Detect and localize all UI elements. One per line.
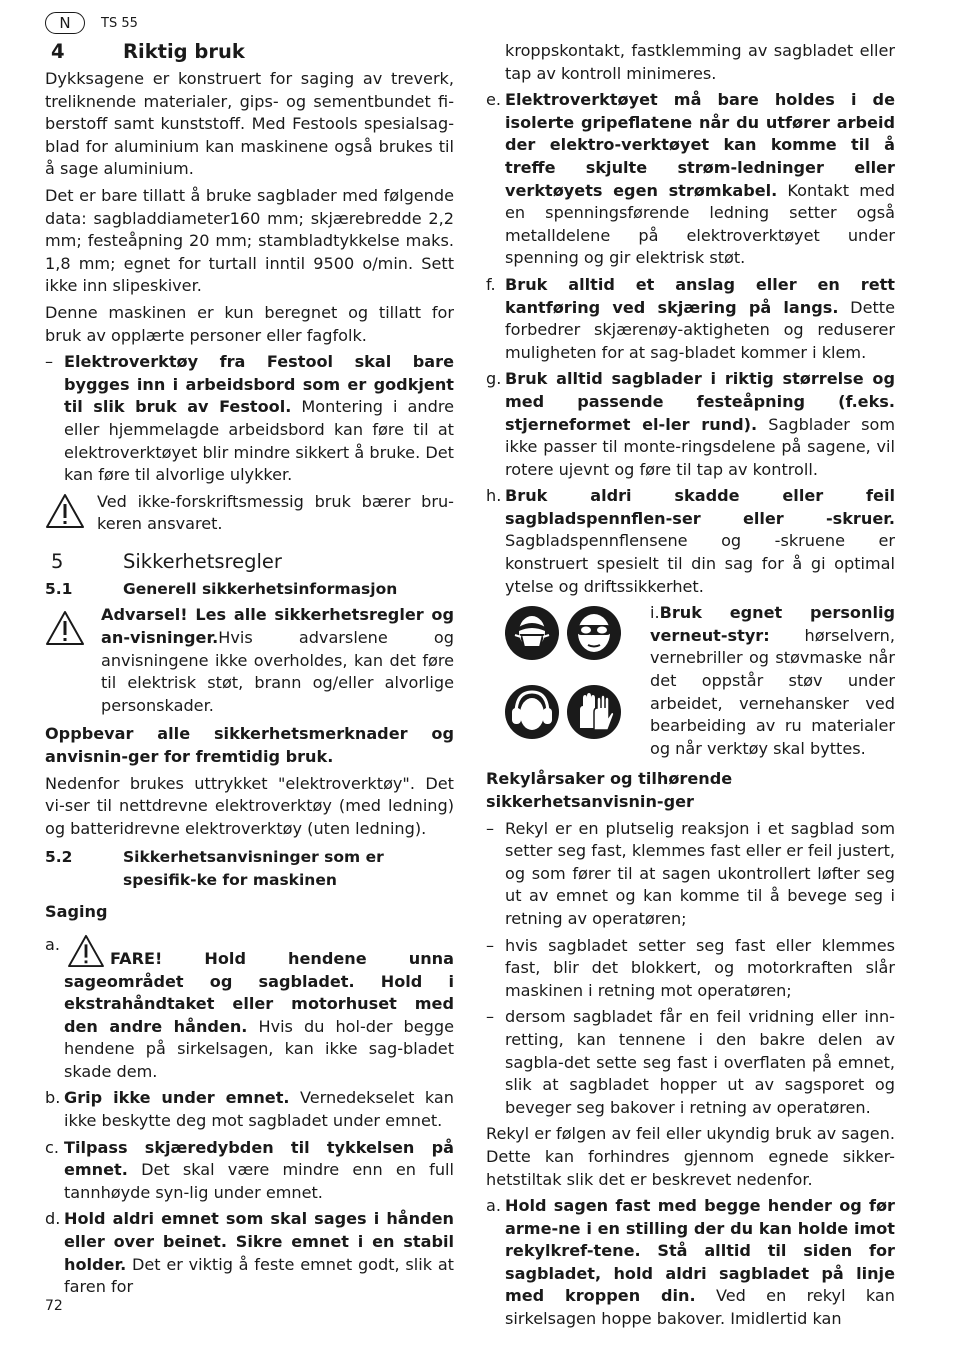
warning-note-text: Ved ikke-forskriftsmessig bruk bærer bru-keren ansvaret. (97, 491, 454, 534)
item-bold-text: Bruk alltid et anslag eller en rett kantføring ved skjæring på langs. (505, 274, 895, 317)
dust-mask-icon (504, 605, 560, 661)
section-title: Sikkerhetsregler (123, 549, 282, 573)
left-column (45, 40, 454, 1303)
saging-heading: Saging (45, 902, 108, 922)
item-bold-text: Tilpass skjæredybden til tykkelsen på emnet. (64, 1137, 454, 1180)
item-text: Det er viktig å feste emnet godt, slik at faren for (64, 1254, 454, 1297)
item-text: Sagblader som ikke passer til monte-ringsdelene på sagene, vil rotere ujevnt og føre til tap av kontroll. (505, 414, 895, 479)
bullet-text: dersom sagbladet får en feil vridning eller inn-retting, kan tennene i den bakre delen av sagbla-det sette seg fast i overflaten på emnet, slik at sagbladet hopper ut av sagsporet og beveger seg bakover i retning av operatøren. (505, 1007, 895, 1117)
item-bold-text: FARE! Hold hendene unna sageområdet og sagbladet. Hold i ekstrahåndtaket eller motorhuset med den andre hånden. (64, 948, 454, 1036)
kickback-heading: Rekylårsaker og tilhørende sikkerhetsanvisnin-ger (486, 769, 733, 811)
bullet-text: Montering i andre eller hjemmelagde arbeidsbord kan føre til at elektroverktøyet blir mindre sikkert å bruke. Det kan føre til alvorlige ulykker. (64, 397, 454, 485)
item-mark: a. (486, 1196, 501, 1216)
item-text: Dette forbedrer skjærenøy-aktigheten og reduserer muligheten for at sag-bladet kommer i klem. (505, 297, 896, 362)
list-item (486, 89, 895, 270)
item-bold-text: Bruk egnet personlig verneut-styr: (650, 603, 895, 645)
item-text: Vernedekselet kan ikke beskytte deg mot sagbladet under emnet. (64, 1088, 454, 1131)
item-bold-text: Hold aldri emnet som skal sages i hånden eller over beinet. Sikre emnet i en stabil holder. (64, 1209, 454, 1274)
subsection-number: 5.1 (45, 579, 73, 598)
general-warning (45, 604, 454, 717)
paragraph: Rekyl er følgen av feil eller ukyndig bruk av sagen. Dette kan forhindres gjennom egnede sikker-hetstiltak slik det er beskrevet nedenfor. (486, 1124, 895, 1189)
list-item (45, 1137, 454, 1205)
safety-glasses-icon (566, 605, 622, 661)
bullet-mark: – (486, 935, 495, 955)
paragraph: Denne maskinen er kun beregnet og tillatt for bruk av opplærte personer eller fagfolk. (45, 302, 454, 345)
item-bold-text: Bruk alltid sagblader i riktig størrelse og med passende festeåpning (f.eks. stjerneformet el-ler rund). (505, 369, 895, 434)
bullet-mark: – (486, 818, 495, 838)
warning-bold-text: Advarsel! Les alle sikkerhetsregler og an-visninger. (101, 605, 454, 647)
right-column (486, 40, 895, 1335)
continuation-text: kroppskontakt, fastklemming av sagbladet eller tap av kontroll minimeres. (505, 41, 895, 83)
bullet-mark: – (486, 1007, 495, 1027)
item-bold-text: Grip ikke under emnet. (64, 1088, 290, 1108)
keep-instructions-note: Oppbevar alle sikkerhetsmerknader og anvisnin-ger for fremtidig bruk. (45, 724, 454, 766)
ppe-item (486, 602, 895, 760)
list-item-continuation (486, 40, 895, 85)
list-item (486, 274, 895, 364)
section-5-1-heading (45, 578, 454, 601)
list-item (486, 368, 895, 481)
list-item (486, 485, 895, 598)
list-item (45, 934, 454, 1084)
bullet-text: hvis sagbladet setter seg fast eller klemmes fast, blir det blokkert, og motorkraften slår maskinen i retning mot operatøren; (505, 935, 895, 1000)
section-title: Riktig bruk (123, 40, 245, 63)
item-mark: f. (486, 274, 496, 294)
section-4-heading (45, 40, 454, 64)
item-mark: i. (650, 603, 660, 623)
item-text: Kontakt med en spenningsførende ledning setter også metalldelene på elektroverktøyet under spenning og gir elektrisk støt. (505, 180, 895, 268)
bullet-item (45, 351, 454, 487)
item-bold-text: Bruk aldri skadde eller feil sagbladspennflen-ser eller -skruer. (505, 486, 895, 528)
section-5-2-heading (45, 846, 454, 891)
item-mark: g. (486, 369, 502, 389)
section-5-heading (45, 550, 454, 574)
list-item (45, 1208, 454, 1298)
page-header (45, 12, 138, 34)
item-mark: d. (45, 1209, 61, 1229)
bullet-item (486, 935, 895, 1003)
section-number: 5 (51, 549, 64, 573)
item-bold-text: Hold sagen fast med begge hender og før arme-ne i en stilling der du kan holde imot rekylkref-tene. Stå alltid til siden for sagbladet, hold aldri sagbladet på linje med kroppen din. (505, 1196, 895, 1306)
bullet-bold-text: Elektroverktøy fra Festool skal bare bygges inn i arbeidsbord som er godkjent til slik bruk av Festool. (64, 352, 454, 417)
item-text: Hvis du hol-der begge hendene på sirkelsagen, kan ikke sag-bladet skade dem. (64, 1016, 454, 1081)
warning-triangle-icon (66, 934, 106, 968)
bullet-text: Rekyl er en plutselig reaksjon i et sagblad som setter seg fast, klemmes fast eller er feil justert, og som fører til at sagen ukontrollert løfter seg ut av emnet og kan komme til å bevege seg i retning av operatøren; (505, 818, 895, 928)
list-item (486, 1195, 895, 1331)
item-mark: h. (486, 486, 502, 506)
item-mark: b. (45, 1088, 61, 1108)
language-badge: N (45, 12, 85, 34)
item-mark: a. (45, 934, 60, 954)
item-text: Ved en rekyl kan sirkelsagen hoppe bakover. Imidlertid kan (505, 1286, 895, 1329)
warning-note (45, 491, 454, 536)
subsection-number: 5.2 (45, 848, 73, 867)
model-name: TS 55 (101, 15, 138, 31)
paragraph: Det er bare tillatt å bruke sagblader med følgende data: sagbladdiameter160 mm; skjærebredde 2,2 mm; festeåpning 20 mm; stambladtykkelse maks. 1,8 mm; egnet for turtall inntil 9500 o/min. Sett ikke inn slipeskiver. (45, 185, 454, 296)
paragraph: Dykksagene er konstruert for saging av treverk, treliknende materialer, gips- og sementbundet fi-berstoff samt kunststoff. Med Festools spesialsag-blad for aluminium kan maskinene også brukes til å sage aluminium. (45, 69, 454, 179)
item-mark: e. (486, 90, 502, 110)
bullet-mark: – (45, 352, 54, 372)
page-number: 72 (45, 1298, 63, 1314)
warning-triangle-icon (45, 610, 85, 646)
warning-text: Hvis advarslene og anvisningene ikke overholdes, kan det føre til elektrisk støt, brann og/eller alvorlige personskader. (101, 627, 454, 715)
section-number: 4 (51, 40, 65, 63)
warning-triangle-icon (45, 493, 85, 529)
bullet-item (486, 818, 895, 931)
item-bold-text: Elektroverktøyet må bare holdes i de isolerte gripeflatene når du utfører arbeid der elektro-verktøyet kan komme til å treffe skjulte strøm-ledninger eller verktøyets egen strømkabel. (505, 90, 895, 200)
bullet-item (486, 1006, 895, 1119)
subsection-title: Generell sikkerhetsinformasjon (123, 579, 398, 598)
list-item (45, 1087, 454, 1132)
item-text: hørselvern, vernebriller og støvmaske når det oppstår støv under arbeidet, vernehansker ved bearbeiding av ru materialer og når verktøy skal byttes. (650, 625, 895, 758)
item-mark: c. (45, 1137, 59, 1157)
ppe-icon-grid (486, 602, 650, 760)
item-text: Sagbladspennflensene og -skruene er konstruert spesielt til din sag for å gi optimal ytelse og driftssikkerhet. (505, 531, 895, 596)
subsection-title: Sikkerhetsanvisninger som er spesifik-ke for maskinen (123, 848, 384, 889)
gloves-icon (566, 684, 622, 740)
ear-protection-icon (504, 684, 560, 740)
item-text: Det skal være mindre enn en full tannhøyde syn-lig under emnet. (64, 1160, 454, 1202)
paragraph: Nedenfor brukes uttrykket "elektroverktøy". Det vi-ser til nettdrevne elektroverktøy (med ledning) og batteridrevne elektroverktøy (uten ledning). (45, 773, 454, 838)
